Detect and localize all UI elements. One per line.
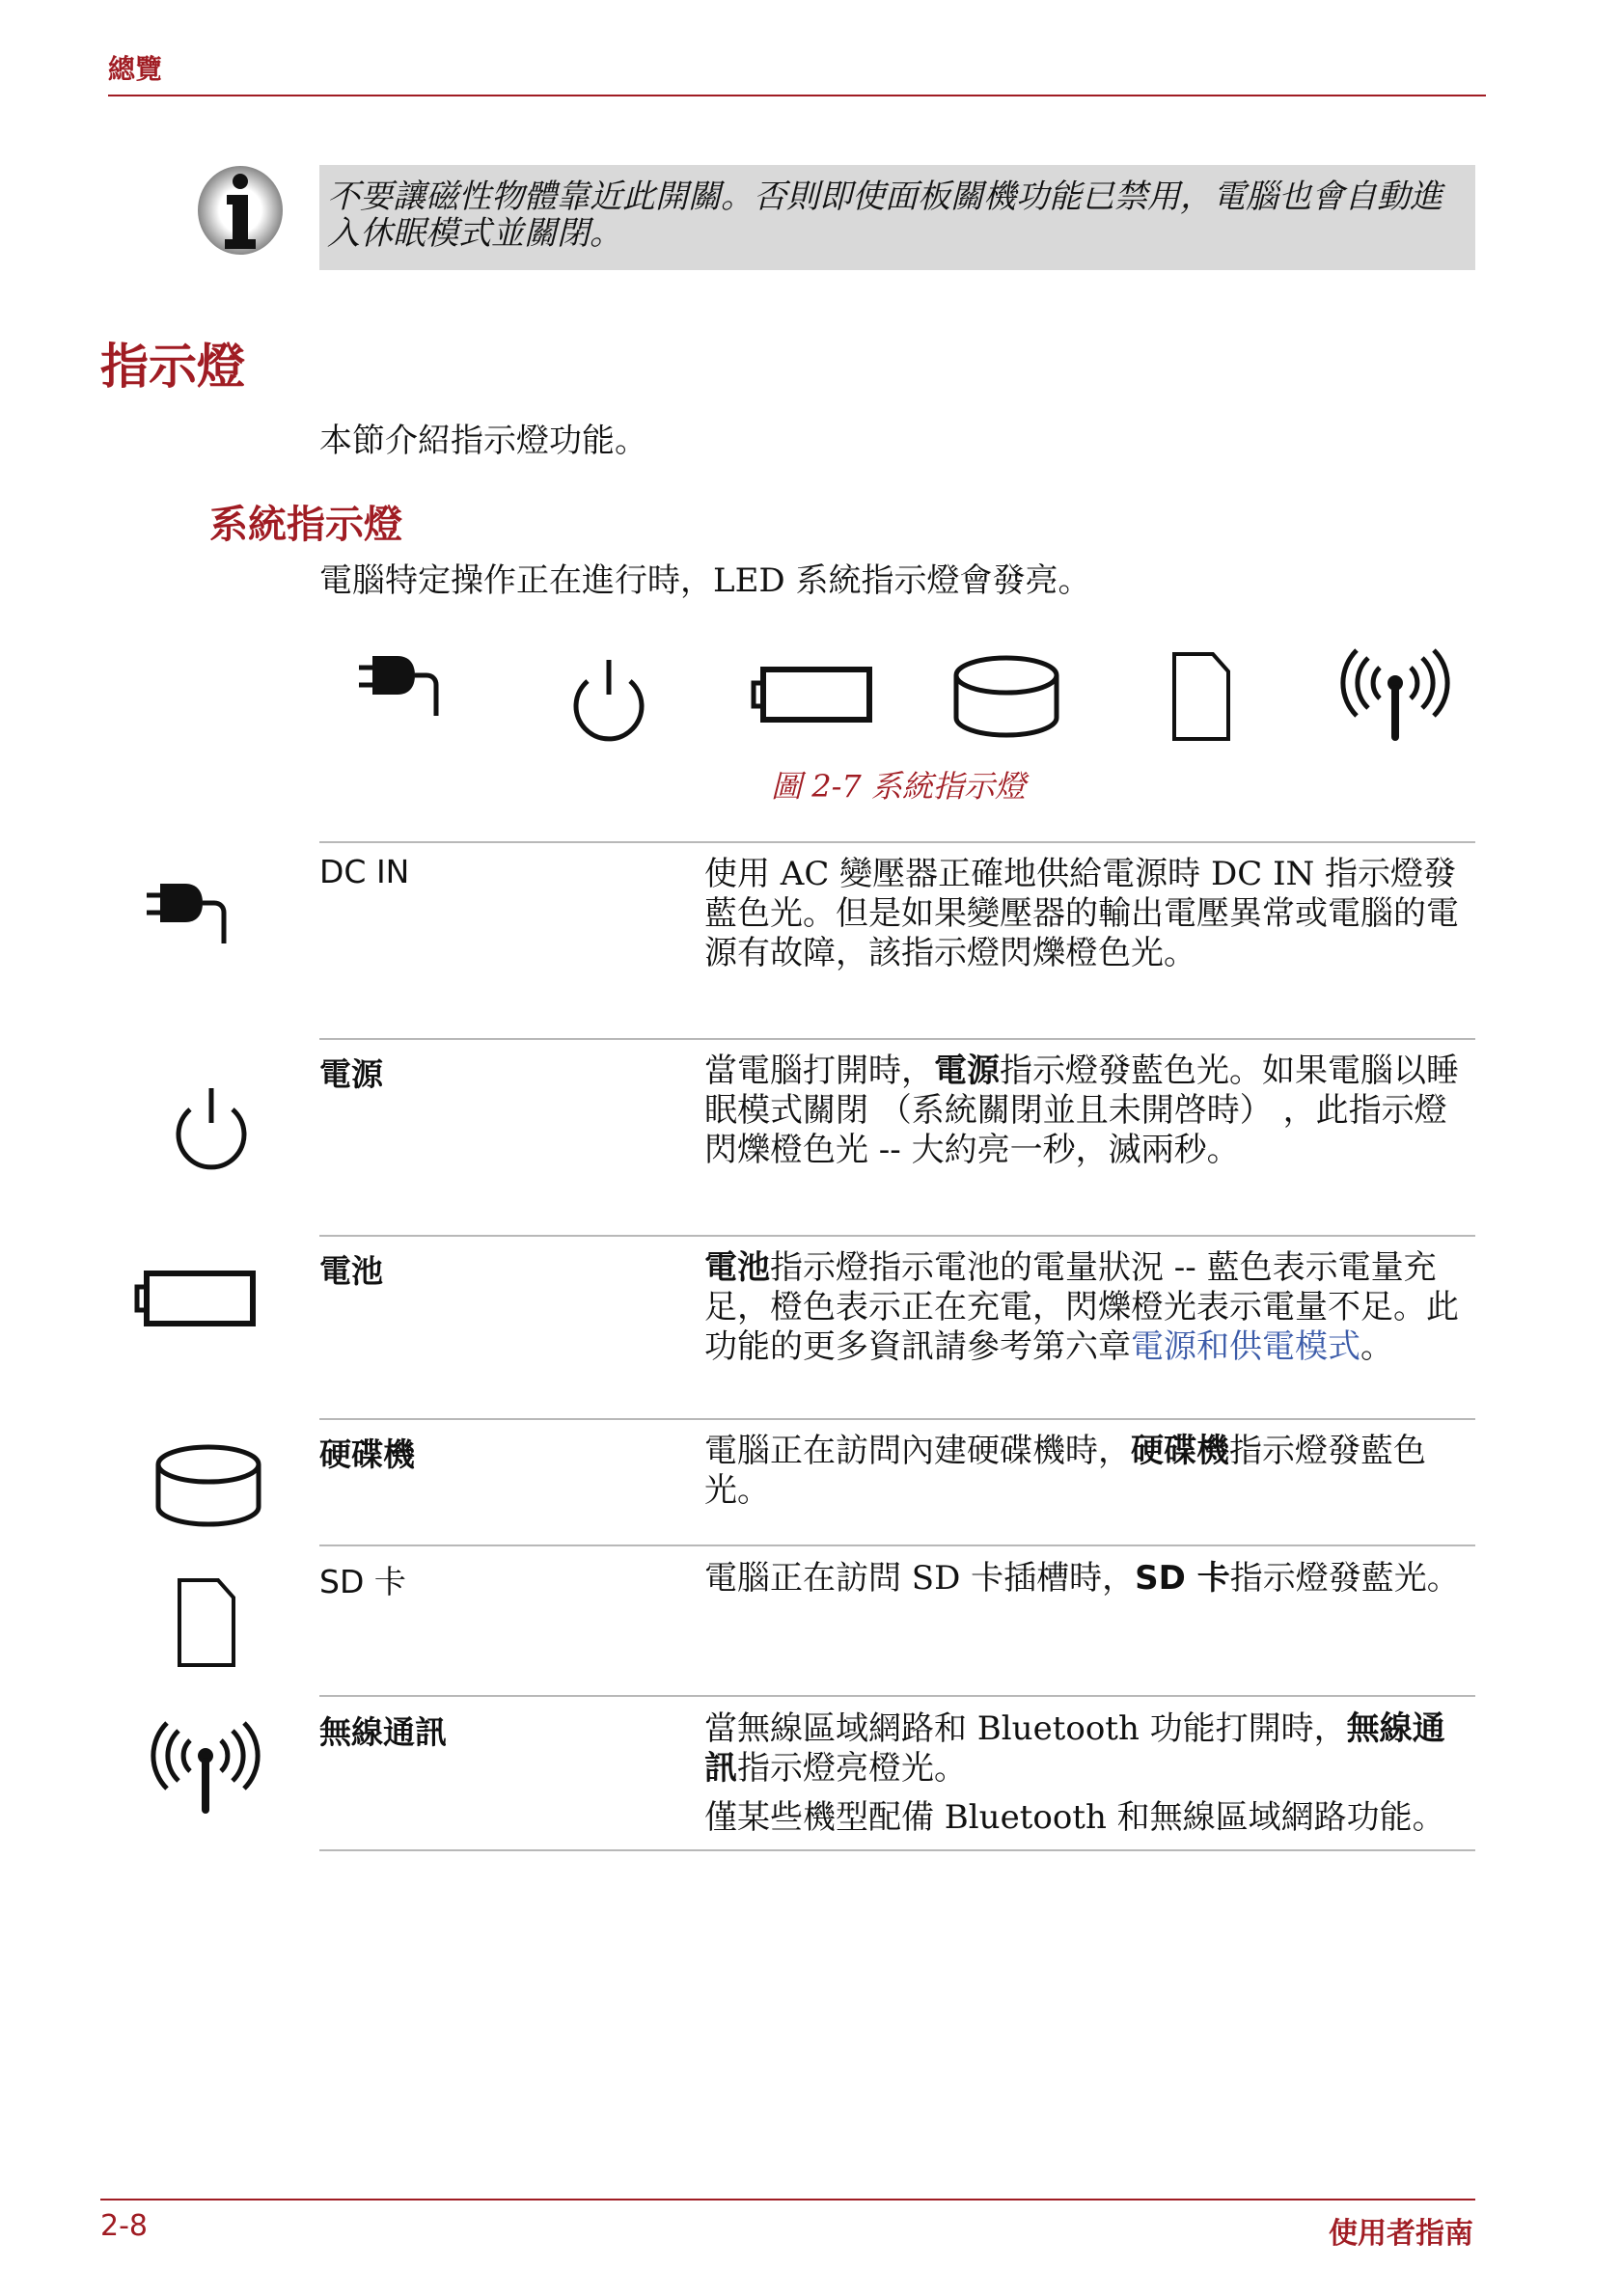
header-section-title: 總覽 <box>108 53 163 85</box>
indicator-description: 使用 AC 變壓器正確地供給電源時 DC IN 指示燈發藍色光。但是如果變壓器的輸出電壓異常或電腦的電源有故障，該指示燈閃爍橙色光。 <box>704 855 1459 972</box>
footer-title: 使用者指南 <box>1329 2217 1473 2251</box>
indicator-name: DC IN <box>319 853 410 890</box>
sd-card-icon <box>179 1580 234 1665</box>
indicator-note: 僅某些機型配備 Bluetooth 和無線區域網路功能。 <box>704 1798 1445 1837</box>
indicator-name: 硬碟機 <box>319 1435 415 1473</box>
indicator-description: 電腦正在訪問內建硬碟機時，硬碟機指示燈發藍色光。 <box>704 1432 1426 1510</box>
indicator-description: 電池指示燈指示電池的電量狀況 -- 藍色表示電量充足，橙色表示正在充電，閃爍橙光表示電量不足。此功能的更多資訊請參考第六章電源和供電模式。 <box>704 1248 1459 1366</box>
indicator-description: 當電腦打開時，電源指示燈發藍色光。如果電腦以睡眠模式關閉 （系統關閉並且未開啓時） ，此指示燈閃爍橙色光 -- 大約亮一秒，滅兩秒。 <box>704 1052 1459 1169</box>
power-icon <box>179 1088 244 1167</box>
indicator-name: 電池 <box>319 1252 383 1290</box>
indicator-description: 電腦正在訪問 SD 卡插槽時，SD 卡指示燈發藍光。 <box>704 1559 1460 1598</box>
section-intro-text: 電腦特定操作正在進行時，LED 系統指示燈會發亮。 <box>319 561 1091 600</box>
table-divider <box>319 841 1475 843</box>
power-modes-link[interactable]: 電源和供電模式 <box>1131 1327 1360 1366</box>
intro-text: 本節介紹指示燈功能。 <box>319 422 647 460</box>
table-divider <box>319 1849 1475 1851</box>
footer-divider <box>100 2199 1475 2200</box>
page-title: 指示燈 <box>100 339 245 395</box>
page-number: 2-8 <box>100 2209 148 2243</box>
table-divider <box>319 1235 1475 1237</box>
indicator-name: SD 卡 <box>319 1563 406 1600</box>
table-divider <box>319 1695 1475 1697</box>
wireless-icon <box>1343 650 1447 737</box>
indicator-name: 電源 <box>319 1055 383 1093</box>
table-divider <box>319 1544 1475 1546</box>
table-divider <box>319 1418 1475 1420</box>
wireless-icon <box>153 1723 258 1810</box>
section-subheading: 系統指示燈 <box>209 503 402 547</box>
hard-disk-icon <box>956 658 1057 735</box>
battery-icon <box>137 1273 253 1324</box>
indicator-name: 無線通訊 <box>319 1713 447 1751</box>
dc-in-icon <box>147 884 224 943</box>
hard-disk-icon <box>158 1447 259 1524</box>
figure-caption: 圖 2-7 系統指示燈 <box>771 768 1026 805</box>
battery-icon <box>754 670 869 720</box>
table-divider <box>319 1038 1475 1040</box>
sd-card-icon <box>1174 654 1228 739</box>
note-text: 不要讓磁性物體靠近此開關。否則即使面板關機功能已禁用，電腦也會自動進入休眠模式並關閉。 <box>327 178 1442 253</box>
indicator-description: 當無線區域網路和 Bluetooth 功能打開時，無線通訊指示燈亮橙光。 僅某些機型配備 Bluetooth 和無線區域網路功能。 <box>704 1709 1467 1838</box>
power-icon <box>576 660 642 739</box>
